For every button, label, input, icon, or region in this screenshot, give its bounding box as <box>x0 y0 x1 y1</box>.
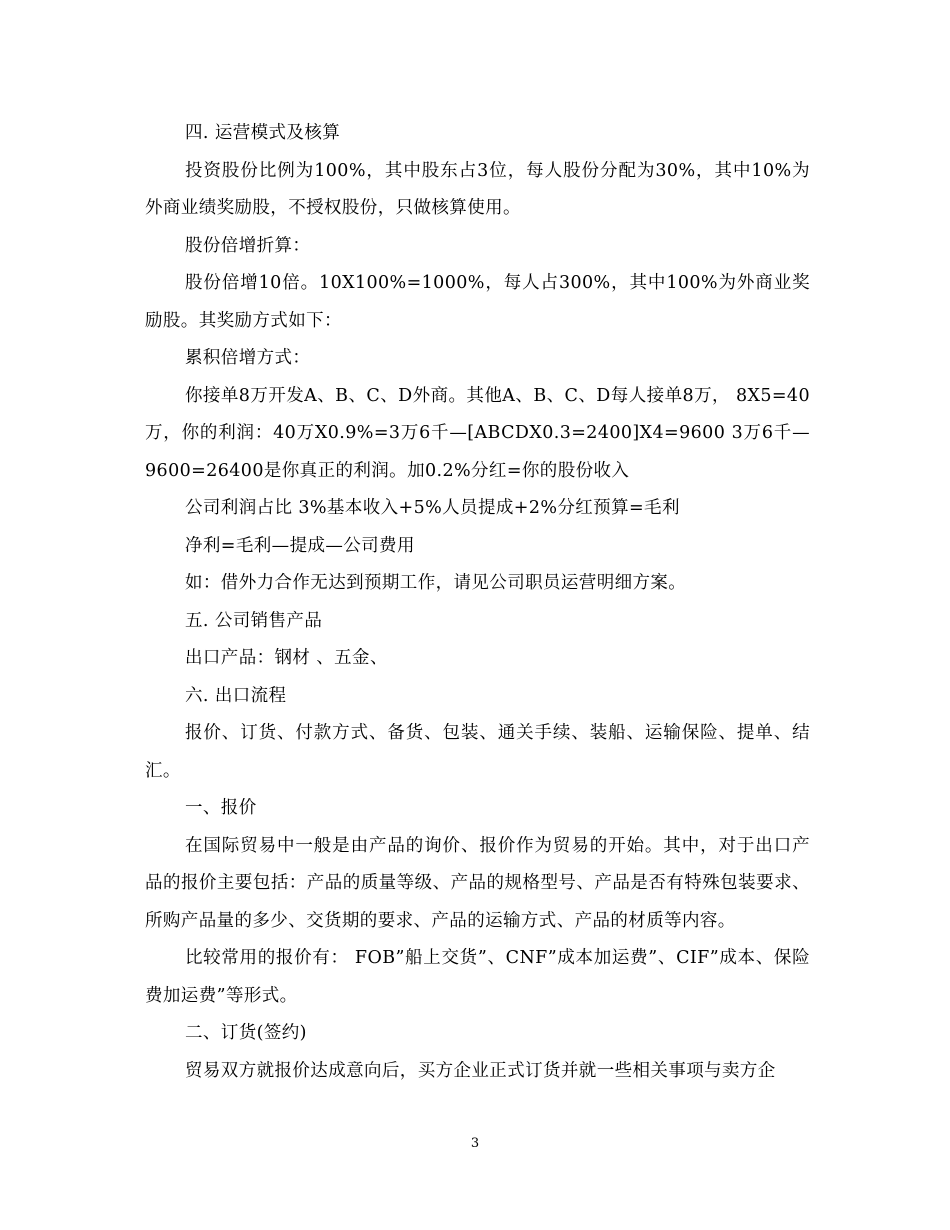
paragraph-export-products: 出口产品：钢材 、五金、 <box>185 648 388 668</box>
paragraph-profit-example: 你接单8万开发A、B、C、D外商。其他A、B、C、D每人接单8万， 8X5=40万，你的利润：40万X0.9%=3万6千—[ABCDX0.3=2400]X4=9600 3万6千—9600=26400是你真正的利润。加0.2%分红=你的股份收入 <box>145 385 810 481</box>
paragraph-quotation-detail: 在国际贸易中一般是由产品的询价、报价作为贸易的开始。其中，对于出口产品的报价主要包括：产品的质量等级、产品的规格型号、产品是否有特殊包装要求、所购产品量的多少、交货期的要求、产品的运输方式、产品的材质等内容。 <box>145 835 810 931</box>
section-heading-operation-mode: 四. 运营模式及核算 <box>185 123 341 143</box>
paragraph-cumulative-title: 累积倍增方式： <box>185 348 311 368</box>
subsection-heading-ordering: 二、订货(签约) <box>185 1023 307 1043</box>
section-heading-export-process: 六. 出口流程 <box>185 685 287 706</box>
paragraph-net-profit: 净利=毛利—提成—公司费用 <box>185 535 415 556</box>
paragraph-ordering-detail: 贸易双方就报价达成意向后，买方企业正式订货并就一些相关事项与卖方企 <box>185 1060 776 1081</box>
paragraph-share-multiplication: 股份倍增10倍。10X100%=1000%，每人占300%，其中100%为外商业奖励股。其奖励方式如下： <box>145 273 810 331</box>
subsection-heading-quotation: 一、报价 <box>185 798 257 818</box>
document-body <box>145 115 810 1090</box>
paragraph-process-steps: 报价、订货、付款方式、备货、包装、通关手续、装船、运输保险、提单、结汇。 <box>145 723 810 781</box>
paragraph-quotation-terms: 比较常用的报价有： FOB”船上交货”、CNF”成本加运费”、CIF”成本、保险费加运费”等形式。 <box>145 948 810 1006</box>
paragraph-share-multiplication-title: 股份倍增折算： <box>185 235 311 256</box>
paragraph-profit-ratio: 公司利润占比 3%基本收入+5%人员提成+2%分红预算=毛利 <box>185 498 680 518</box>
page-number: 3 <box>470 1136 480 1151</box>
section-heading-products: 五. 公司销售产品 <box>185 610 323 631</box>
paragraph-equity-ratio: 投资股份比例为100%，其中股东占3位，每人股份分配为30%，其中10%为外商业绩奖励股，不授权股份，只做核算使用。 <box>145 160 810 218</box>
paragraph-cooperation-note: 如：借外力合作无达到预期工作，请见公司职员运营明细方案。 <box>185 573 687 593</box>
